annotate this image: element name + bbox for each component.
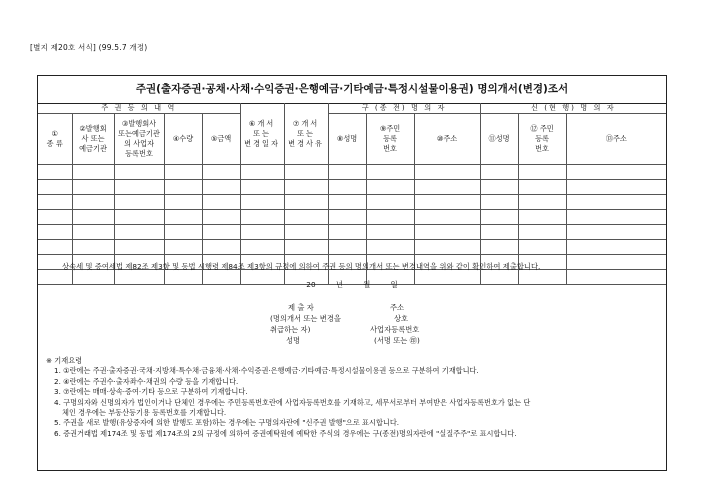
table-cell[interactable] xyxy=(164,180,202,195)
group-new-holder: 신 (현 행) 명 의 자 xyxy=(480,103,666,114)
table-cell[interactable] xyxy=(284,225,328,240)
table-cell[interactable] xyxy=(518,225,566,240)
table-cell[interactable] xyxy=(38,240,72,255)
table-cell[interactable] xyxy=(480,225,518,240)
table-cell[interactable] xyxy=(566,180,666,195)
table-cell[interactable] xyxy=(164,225,202,240)
table-cell[interactable] xyxy=(366,240,414,255)
table-cell[interactable] xyxy=(284,195,328,210)
name-label: 성명 xyxy=(286,336,301,345)
table-cell[interactable] xyxy=(38,225,72,240)
table-cell[interactable] xyxy=(72,240,114,255)
table-row xyxy=(38,240,666,255)
table-cell[interactable] xyxy=(284,210,328,225)
table-cell[interactable] xyxy=(414,240,480,255)
table-cell[interactable] xyxy=(480,240,518,255)
table-cell[interactable] xyxy=(240,210,284,225)
table-cell[interactable] xyxy=(72,195,114,210)
table-cell[interactable] xyxy=(114,225,164,240)
table-cell[interactable] xyxy=(414,165,480,180)
table-cell[interactable] xyxy=(518,210,566,225)
table-row xyxy=(38,165,666,180)
table-cell[interactable] xyxy=(240,195,284,210)
table-cell[interactable] xyxy=(202,225,240,240)
table-cell[interactable] xyxy=(202,165,240,180)
table-cell[interactable] xyxy=(366,195,414,210)
note-item: 5. 주권을 새로 발행(유상증자에 의한 발행도 포함)하는 경우에는 구명의자란에 "신주권 발행"으로 표시합니다. xyxy=(54,418,400,428)
table-cell[interactable] xyxy=(480,210,518,225)
business-reg-label: 사업자등록번호 xyxy=(370,325,420,334)
table-row xyxy=(38,210,666,225)
table-cell[interactable] xyxy=(38,195,72,210)
header-change-date: ⑥개서 또는 변경일자 xyxy=(240,103,284,165)
sign-or-seal-label: (서명 또는 ㊞) xyxy=(374,336,420,345)
table-cell[interactable] xyxy=(566,165,666,180)
table-cell[interactable] xyxy=(566,210,666,225)
table-cell[interactable] xyxy=(366,210,414,225)
table-cell[interactable] xyxy=(284,240,328,255)
table-cell[interactable] xyxy=(114,165,164,180)
table-cell[interactable] xyxy=(38,210,72,225)
group-stock-details: 주 권 등 의 내 역 xyxy=(38,103,240,114)
table-cell[interactable] xyxy=(114,240,164,255)
table-cell[interactable] xyxy=(366,165,414,180)
submitter-label: 제 출 자 xyxy=(288,303,314,312)
table-cell[interactable] xyxy=(284,165,328,180)
header-amount: ⑤금액 xyxy=(202,114,240,165)
table-row xyxy=(38,225,666,240)
header-new-name: ⑪성명 xyxy=(480,114,518,165)
table-cell[interactable] xyxy=(284,180,328,195)
table-cell[interactable] xyxy=(328,225,366,240)
group-old-holder: 구 (종 전) 명 의 자 xyxy=(328,103,480,114)
form-title: 주권(출자증권·공채·사채·수익증권·은행예금·기타예금·특정시설물이용권) 명의개서(변경)조서 xyxy=(38,76,666,104)
table-cell[interactable] xyxy=(518,240,566,255)
note-item: 1. ①란에는 주권·출자증권·국채·지방채·특수채·금융채·사채·수익증권·은행예금·기타예금·특정시설물이용권 등으로 구분하여 기재합니다. xyxy=(54,366,479,376)
header-new-id: ⑫ 주민 등록 번호 xyxy=(518,114,566,165)
table-cell[interactable] xyxy=(518,195,566,210)
table-cell[interactable] xyxy=(72,180,114,195)
table-cell[interactable] xyxy=(240,225,284,240)
change-handler-label: (명의개서 또는 변경을 xyxy=(270,314,341,323)
table-cell[interactable] xyxy=(240,240,284,255)
table-cell[interactable] xyxy=(328,240,366,255)
table-cell[interactable] xyxy=(566,195,666,210)
table-cell[interactable] xyxy=(114,210,164,225)
declaration-area xyxy=(38,254,666,290)
table-cell[interactable] xyxy=(164,240,202,255)
table-cell[interactable] xyxy=(72,210,114,225)
table-cell[interactable] xyxy=(480,165,518,180)
table-cell[interactable] xyxy=(328,165,366,180)
header-quantity: ④수량 xyxy=(164,114,202,165)
table-cell[interactable] xyxy=(72,165,114,180)
table-cell[interactable] xyxy=(202,195,240,210)
header-kind: ① 종 류 xyxy=(38,114,72,165)
table-cell[interactable] xyxy=(164,195,202,210)
table-cell[interactable] xyxy=(164,210,202,225)
declaration-text: 상속세 및 증여세법 제82조 제3항 및 동법 시행령 제84조 제3항의 규정에 의하여 주권 등의 명의개서 또는 변경내역을 위와 같이 확인하여 제출합니다. xyxy=(62,262,541,271)
note-item: 2. ④란에는 주권수·출자좌수·채권의 수량 등을 기재합니다. xyxy=(54,376,239,386)
table-cell[interactable] xyxy=(202,210,240,225)
table-cell[interactable] xyxy=(480,180,518,195)
header-change-reason: ⑦개서 또는 변경사유 xyxy=(284,103,328,165)
company-name-label: 상호 xyxy=(394,314,409,323)
table-cell[interactable] xyxy=(518,165,566,180)
table-cell[interactable] xyxy=(114,195,164,210)
date-line: 20 년 월 일 xyxy=(306,280,398,289)
table-cell[interactable] xyxy=(164,165,202,180)
table-cell[interactable] xyxy=(566,240,666,255)
header-old-id: ⑨주민 등록 번호 xyxy=(366,114,414,165)
table-cell[interactable] xyxy=(328,180,366,195)
table-cell[interactable] xyxy=(328,195,366,210)
table-cell[interactable] xyxy=(114,180,164,195)
table-cell[interactable] xyxy=(414,225,480,240)
note-item: 4. 구명의자와 신명의자가 법인이거나 단체인 경우에는 주민등록번호란에 사업자등록번호를 기재하고, 세무서로부터 부여받은 사업자등록번호가 없는 단 xyxy=(54,397,531,407)
table-cell[interactable] xyxy=(366,180,414,195)
header-old-name: ⑧성명 xyxy=(328,114,366,165)
table-cell[interactable] xyxy=(414,195,480,210)
table-row xyxy=(38,195,666,210)
note-item-continuation: 체인 경우에는 부동산등기용 등록번호를 기재합니다. xyxy=(62,408,227,418)
writing-guide xyxy=(38,356,530,439)
table-cell[interactable] xyxy=(566,225,666,240)
table-cell[interactable] xyxy=(414,210,480,225)
table-cell[interactable] xyxy=(38,180,72,195)
table-cell[interactable] xyxy=(202,240,240,255)
table-cell[interactable] xyxy=(328,210,366,225)
note-item: 3. ⑦란에는 매매·상속·증여·기타 등으로 구분하여 기재합니다. xyxy=(54,387,248,397)
header-new-address: ⑬주소 xyxy=(566,114,666,165)
header-issuer-reg: ③발행회사 또는예금기관 의 사업자 등록번호 xyxy=(114,114,164,165)
address-label: 주소 xyxy=(390,303,405,312)
table-cell[interactable] xyxy=(240,165,284,180)
form-reference: [별지 제20호 서식] (99.5.7 개정) xyxy=(30,43,148,52)
table-cell[interactable] xyxy=(518,180,566,195)
table-cell[interactable] xyxy=(240,180,284,195)
table-cell[interactable] xyxy=(414,180,480,195)
form-frame xyxy=(37,75,667,471)
table-row xyxy=(38,180,666,195)
notes-heading: ※ 기재요령 xyxy=(46,356,83,365)
table-cell[interactable] xyxy=(38,165,72,180)
table-cell[interactable] xyxy=(72,225,114,240)
table-cell[interactable] xyxy=(202,180,240,195)
table-cell[interactable] xyxy=(366,225,414,240)
header-issuer: ②발행회 사 또는 예금기관 xyxy=(72,114,114,165)
header-old-address: ⑩주소 xyxy=(414,114,480,165)
note-item: 6. 증권거래법 제174조 및 동법 제174조의 2의 규정에 의하여 증권예탁원에 예탁한 주식의 경우에는 구(종전)명의자란에 "실질주주"로 표시합니다. xyxy=(54,428,517,438)
change-handler-label-2: 취급하는 자) xyxy=(270,325,311,334)
table-cell[interactable] xyxy=(480,195,518,210)
